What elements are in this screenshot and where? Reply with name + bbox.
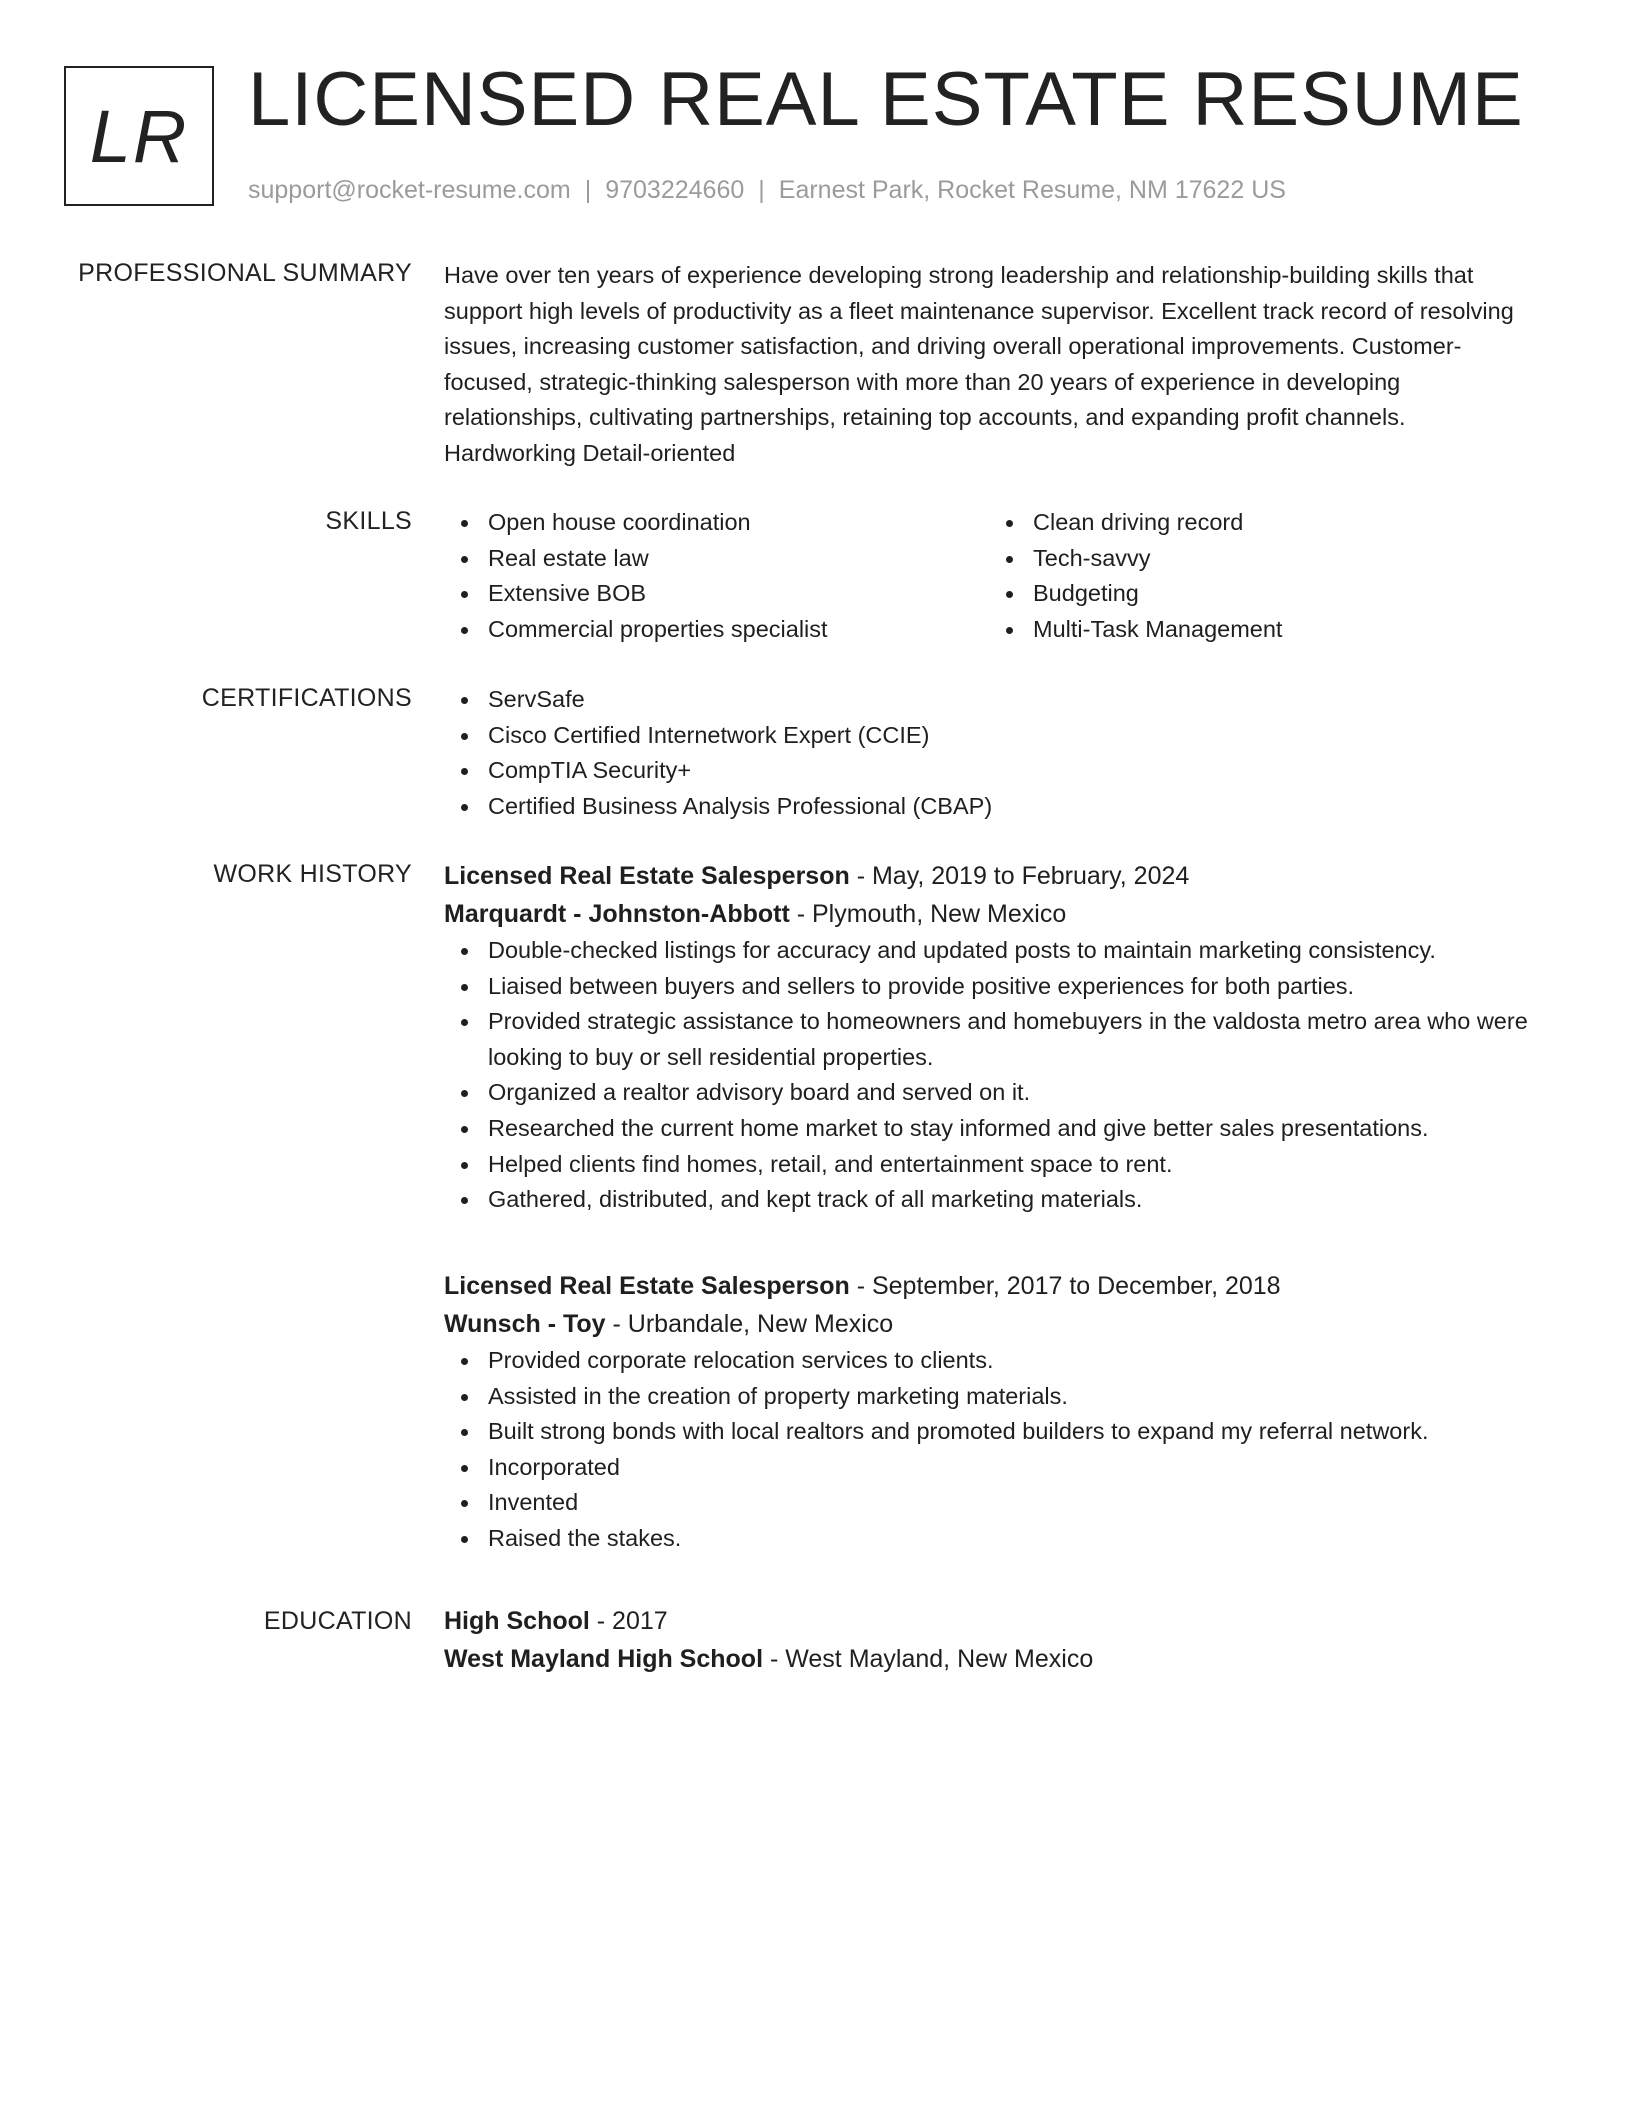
skills-list-left	[444, 505, 989, 647]
certifications-list	[444, 682, 1534, 824]
job-company: Marquardt - Johnston-Abbott	[444, 900, 790, 928]
skill-item: Real estate law	[444, 541, 989, 577]
job-location: - Plymouth, New Mexico	[789, 900, 1067, 928]
duty-item: Assisted in the creation of property marketing materials.	[444, 1379, 1534, 1415]
duty-item: Provided strategic assistance to homeowners and homebuyers in the valdosta metro area who were looking to buy or sell residential properties.	[444, 1004, 1534, 1075]
duty-item: Incorporated	[444, 1450, 1534, 1486]
work-history-heading: WORK HISTORY	[213, 860, 412, 888]
skill-item: Commercial properties specialist	[444, 612, 989, 648]
summary-heading: PROFESSIONAL SUMMARY	[78, 259, 412, 287]
duty-item: Double-checked listings for accuracy and updated posts to maintain marketing consistency.	[444, 933, 1534, 969]
contact-address: Earnest Park, Rocket Resume, NM 17622 US	[778, 176, 1286, 204]
job-duties-list	[444, 1343, 1534, 1557]
education-school: West Mayland High School	[444, 1645, 764, 1673]
certifications-body	[444, 682, 1534, 824]
job-company-line	[444, 895, 1534, 933]
job-duties-list	[444, 933, 1534, 1218]
certification-item: Certified Business Analysis Professional (CBAP)	[444, 789, 1534, 825]
duty-item: Raised the stakes.	[444, 1521, 1534, 1557]
skill-item: Budgeting	[989, 576, 1534, 612]
summary-text: Have over ten years of experience developing strong leadership and relationship-building skills that support high levels of productivity as a fleet maintenance supervisor. Excellent track record of resolving issues, increasing customer satisfaction, and driving overall operational improvements. Customer-focused, strategic-thinking salesperson with more than 20 years of experience in developing relationships, cultivating partnerships, retaining top accounts, and expanding profit channels. Hardworking Detail-oriented	[444, 262, 1514, 466]
resume-title: LICENSED REAL ESTATE RESUME	[248, 57, 1524, 142]
education-year: - 2017	[589, 1607, 668, 1635]
duty-item: Helped clients find homes, retail, and entertainment space to rent.	[444, 1147, 1534, 1183]
job-company-line	[444, 1305, 1534, 1343]
duty-item: Organized a realtor advisory board and served on it.	[444, 1075, 1534, 1111]
skill-item: Clean driving record	[989, 505, 1534, 541]
duty-item: Provided corporate relocation services to clients.	[444, 1343, 1534, 1379]
skills-list-right	[989, 505, 1534, 647]
duty-item: Invented	[444, 1485, 1534, 1521]
job-title-line	[444, 1267, 1534, 1305]
contact-phone[interactable]: 9703224660	[605, 176, 745, 204]
duty-item: Gathered, distributed, and kept track of all marketing materials.	[444, 1182, 1534, 1218]
education-location: - West Mayland, New Mexico	[763, 1645, 1094, 1673]
job-company: Wunsch - Toy	[444, 1310, 606, 1338]
skill-item: Open house coordination	[444, 505, 989, 541]
monogram-logo: LR	[64, 66, 214, 206]
summary-body	[444, 258, 1534, 472]
job-location: - Urbandale, New Mexico	[605, 1310, 894, 1338]
skill-item: Extensive BOB	[444, 576, 989, 612]
education-degree: High School	[444, 1607, 590, 1635]
education-degree-line	[444, 1602, 1534, 1640]
certification-item: CompTIA Security+	[444, 753, 1534, 789]
job-entry	[444, 1267, 1534, 1557]
skills-body	[444, 505, 1534, 647]
certification-item: Cisco Certified Internetwork Expert (CCIE)	[444, 718, 1534, 754]
contact-separator: |	[584, 176, 592, 204]
duty-item: Liaised between buyers and sellers to provide positive experiences for both parties.	[444, 969, 1534, 1005]
certifications-heading: CERTIFICATIONS	[201, 684, 412, 712]
job-dates: - September, 2017 to December, 2018	[849, 1272, 1281, 1300]
skill-item: Multi-Task Management	[989, 612, 1534, 648]
job-title: Licensed Real Estate Salesperson	[444, 862, 850, 890]
job-entry	[444, 857, 1534, 1218]
certification-item: ServSafe	[444, 682, 1534, 718]
contact-separator: |	[758, 176, 765, 204]
job-title-line	[444, 857, 1534, 895]
job-dates: - May, 2019 to February, 2024	[849, 862, 1190, 890]
skills-heading: SKILLS	[325, 507, 412, 535]
education-body	[444, 1602, 1534, 1678]
duty-item: Researched the current home market to stay informed and give better sales presentations.	[444, 1111, 1534, 1147]
contact-line	[248, 174, 1286, 206]
education-heading: EDUCATION	[263, 1607, 412, 1635]
duty-item: Built strong bonds with local realtors and promoted builders to expand my referral network.	[444, 1414, 1534, 1450]
skill-item: Tech-savvy	[989, 541, 1534, 577]
contact-email[interactable]: support@rocket-resume.com	[248, 176, 571, 204]
education-school-line	[444, 1640, 1534, 1678]
job-title: Licensed Real Estate Salesperson	[444, 1272, 850, 1300]
